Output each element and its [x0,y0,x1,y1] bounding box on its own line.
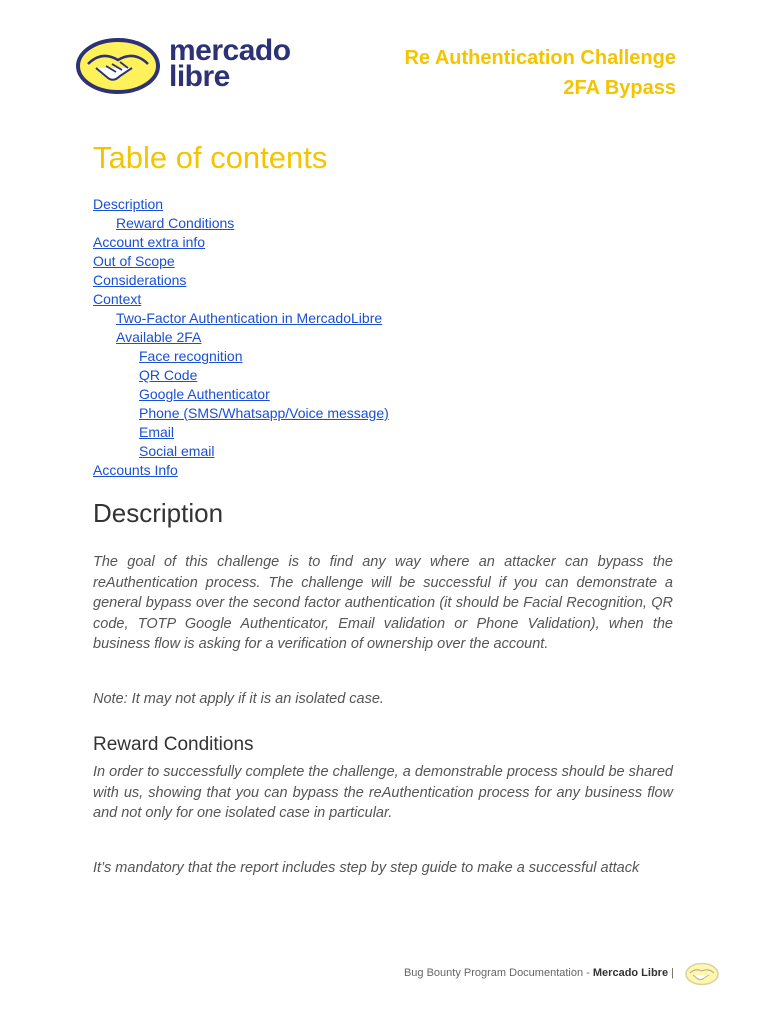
page-footer [404,965,674,981]
toc-item [93,271,389,290]
toc-link-accounts-info[interactable]: Accounts Info [93,462,178,478]
toc-link-context[interactable]: Context [93,291,142,307]
footer-text: Bug Bounty Program Documentation - [403,967,593,979]
toc-link-available-2fa[interactable]: Available 2FA [116,329,202,345]
description-heading: Description [93,498,224,528]
toc-link-face-recognition[interactable]: Face recognition [139,348,243,364]
toc-link-considerations[interactable]: Considerations [93,272,187,288]
toc-item [93,347,389,366]
toc-item [93,233,389,252]
toc-link-social-email[interactable]: Social email [139,443,215,459]
logo-text-mercado: mercado [169,34,291,67]
reward-conditions-heading: Reward Conditions [93,734,254,755]
toc-link-google-authenticator[interactable]: Google Authenticator [139,386,270,402]
handshake-logo-icon [76,38,162,94]
toc-item [93,214,389,233]
footer-brand: Mercado Libre [592,967,669,979]
toc-heading: Table of contents [93,140,328,175]
toc-item [93,442,389,461]
description-paragraph: The goal of this challenge is to find any way where an attacker can bypass the reAuthentication process. The challenge will be successful if you can demonstrate a general bypass over the second factor authentication (it should be Facial Recognition, QR code, TOTP Google Authenticator, Email validation or Phone Validation), when the business flow is asking for a verification of ownership over the account. [93,554,673,652]
toc-link-account-extra-info[interactable]: Account extra info [93,234,206,250]
toc-link-description[interactable]: Description [93,196,164,212]
toc-link-email[interactable]: Email [139,424,175,440]
document-title [404,43,676,103]
toc-item [93,290,389,309]
toc-link-out-of-scope[interactable]: Out of Scope [93,253,175,269]
logo-text-libre: libre [169,60,230,93]
footer-separator: | [668,967,674,979]
description-note: Note: It may not apply if it is an isolated case. [93,691,384,707]
toc-item [93,252,389,271]
toc-link-reward-conditions[interactable]: Reward Conditions [116,215,235,231]
toc-item [93,385,389,404]
toc-item [93,461,389,480]
reward-mandatory-paragraph: It’s mandatory that the report includes step by step guide to make a successful attack [93,860,640,876]
document-title-line1: Re Authentication Challenge [404,47,676,69]
toc-item [93,404,389,423]
table-of-contents [93,195,389,480]
toc-item [93,195,389,214]
toc-link-two-factor-auth[interactable]: Two-Factor Authentication in MercadoLibre [116,310,383,326]
footer-handshake-icon [684,961,720,987]
reward-conditions-paragraph: In order to successfully complete the challenge, a demonstrable process should be shared with us, showing that you can bypass the reAuthentication process for any business flow and not only for one isolated case in particular. [93,764,673,821]
toc-item [93,366,389,385]
mercadolibre-logo [76,34,301,94]
toc-link-phone[interactable]: Phone (SMS/Whatsapp/Voice message) [139,405,389,421]
toc-item [93,309,389,328]
toc-item [93,328,389,347]
document-title-line2: 2FA Bypass [563,77,676,99]
toc-item [93,423,389,442]
toc-link-qr-code[interactable]: QR Code [139,367,198,383]
